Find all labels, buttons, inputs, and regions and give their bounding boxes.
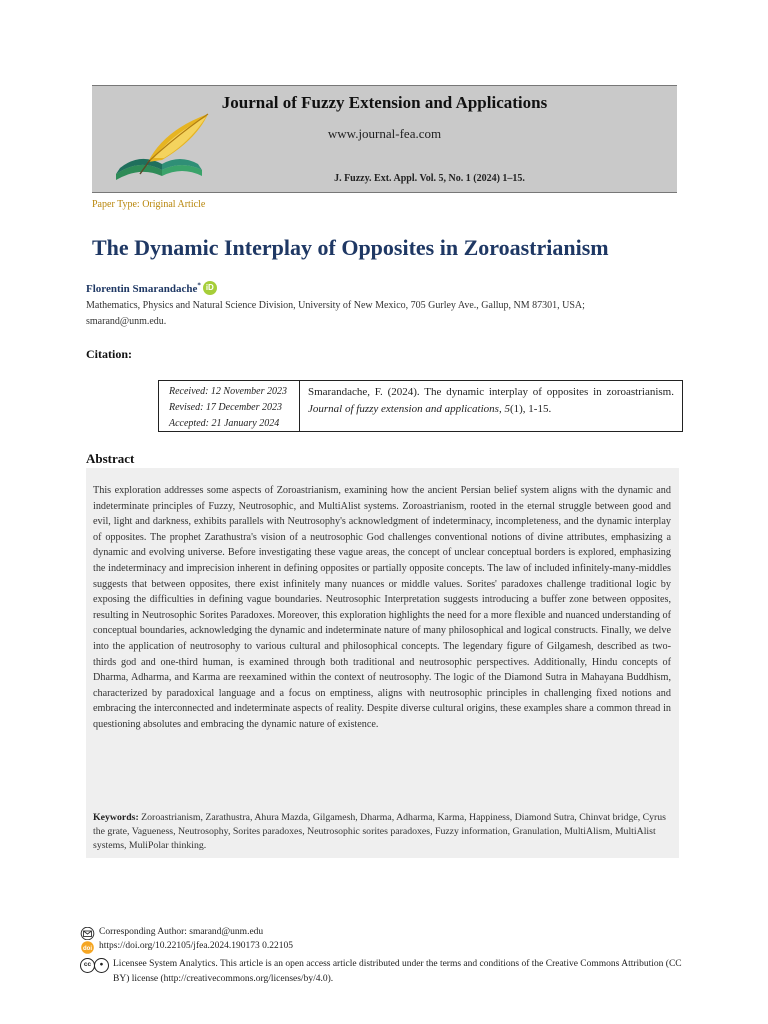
abstract-text: This exploration addresses some aspects of Zoroastrianism, examining how the ancient Persian belief system aligns with the dynamic and indeterminate principles of Fuzzy, Neutrosophic, and MultiAlist systems. Zoroastrianism, rooted in the eternal struggle between good and evil, light and darkness, exhibits parallels with Neutrosophy's acknowledgment of indeterminacy, incompleteness, and the dynamic interplay of opposites. The prophet Zarathustra's vision of a neutrosophic God challenges conventional notions of divine attributes, emphasizing a dynamic and evolving universe. Before investigating these vague areas, the concept of unclear conceptual borders is explored, emphasizing the indeterminacy and imprecision inherent in defining opposites or partially opposite concepts. The law of included infinitely-many-middles suggests that between opposites, there exist infinitely many nuances or middle values. Sorites' paradoxes challenge traditional logic by exposing the difficulties in defining vague boundaries. Neutrosophic Interpretation suggests introducing a buffer zone between opposites, resulting in Neutrosophic Sorites Paradoxes. Moreover, this exploration highlights the need for a more flexible and nuanced understanding of conceptual boundaries, acknowledging the dynamic and indeterminate nature of many philosophical and logical constructs. Finally, we delve into the application of neutrosophy to various cultural and philosophical concepts. The legendary figure of Gilgamesh, described as two-thirds god and one-third human, is examined through both traditional and neutrosophic perspectives. Additionally, Hindu concepts of Dharma, Adharma, and Karma are reexamined within the context of neutrosophy. The logic of the Diamond Sutra in Mahayana Buddhism, characterized by paradoxical language and a focus on emptiness, aligns with neutrosophic principles in challenging fixed notions and embracing the interconnected and indeterminate aspects of reality. Despite diverse cultural origins, these examples share a common thread in questioning absolutes and embracing the dynamic nature of existence. bbox=[93, 485, 671, 730]
doi-icon bbox=[80, 941, 95, 954]
corresponding-marker: * bbox=[197, 281, 201, 290]
abstract-heading: Abstract bbox=[86, 451, 135, 466]
author-name[interactable]: Florentin Smarandache bbox=[86, 283, 198, 295]
orcid-icon[interactable]: iD bbox=[203, 281, 217, 295]
paper-title: The Dynamic Interplay of Opposites in Zoroastrianism bbox=[92, 235, 609, 260]
keywords-list: Zoroastrianism, Zarathustra, Ahura Mazda, Gilgamesh, Dharma, Adharma, Karma, Happiness, Diamond Sutra, Chinvat bridge, Cyrus the grate, Vagueness, Neutrosophy, Sorites paradoxes, Neutrosophic sorites paradoxes, Fuzzy information, Granulation, MultiAlism, MultiAlist systems, MuliPolar thinking. bbox=[93, 812, 666, 851]
corresponding-author-text[interactable]: Corresponding Author: smarand@unm.edu bbox=[99, 927, 264, 937]
citation-issue-pages: (1), 1-15. bbox=[509, 403, 552, 415]
author-line bbox=[86, 281, 217, 295]
svg-text:doi: doi bbox=[83, 946, 92, 952]
license-text: Licensee System Analytics. This article is an open access article distributed under the terms and conditions of the Creative Commons Attribution (CC BY) license (http://creativecommons.org/licenses/by/4.0). bbox=[113, 959, 682, 984]
citation-text bbox=[300, 381, 682, 431]
author-affiliation bbox=[86, 298, 686, 330]
envelope-icon bbox=[80, 927, 95, 940]
affiliation-email[interactable]: smarand@unm.edu. bbox=[86, 316, 167, 327]
accepted-date: Accepted: 21 January 2024 bbox=[169, 418, 280, 429]
affiliation-address: Mathematics, Physics and Natural Science Division, University of New Mexico, 705 Gurley Ave., Gallup, NM 87301, USA; bbox=[86, 300, 585, 311]
attribution-icon: ● bbox=[94, 958, 109, 973]
citation-volume: 5 bbox=[504, 403, 510, 415]
cc-by-icon bbox=[80, 958, 109, 973]
revised-date: Revised: 17 December 2023 bbox=[169, 402, 283, 413]
cc-icon: cc bbox=[80, 958, 95, 973]
doi-link[interactable]: https://doi.org/10.22105/jfea.2024.190173 0.22105 bbox=[99, 941, 294, 951]
keywords bbox=[93, 811, 671, 852]
citation-authors-title: Smarandache, F. (2024). The dynamic interplay of opposites in zoroastrianism. bbox=[308, 386, 674, 398]
journal-header bbox=[92, 85, 677, 193]
citation-box bbox=[158, 380, 683, 432]
journal-volume-citation: J. Fuzzy. Ext. Appl. Vol. 5, No. 1 (2024) 1–15. bbox=[334, 173, 525, 184]
license-note bbox=[80, 957, 682, 987]
citation-heading: Citation: bbox=[86, 347, 132, 361]
keywords-label: Keywords: bbox=[93, 812, 139, 823]
journal-url[interactable]: www.journal-fea.com bbox=[327, 126, 442, 141]
abstract-box bbox=[86, 468, 679, 858]
received-date: Received: 12 November 2023 bbox=[169, 386, 288, 397]
citation-dates bbox=[159, 381, 300, 431]
paper-type-label: Paper Type: Original Article bbox=[92, 199, 206, 210]
citation-journal: Journal of fuzzy extension and applications, bbox=[308, 403, 502, 415]
journal-title: Journal of Fuzzy Extension and Applications bbox=[221, 93, 548, 112]
corresponding-author-note bbox=[80, 927, 263, 940]
doi-note bbox=[80, 941, 293, 954]
